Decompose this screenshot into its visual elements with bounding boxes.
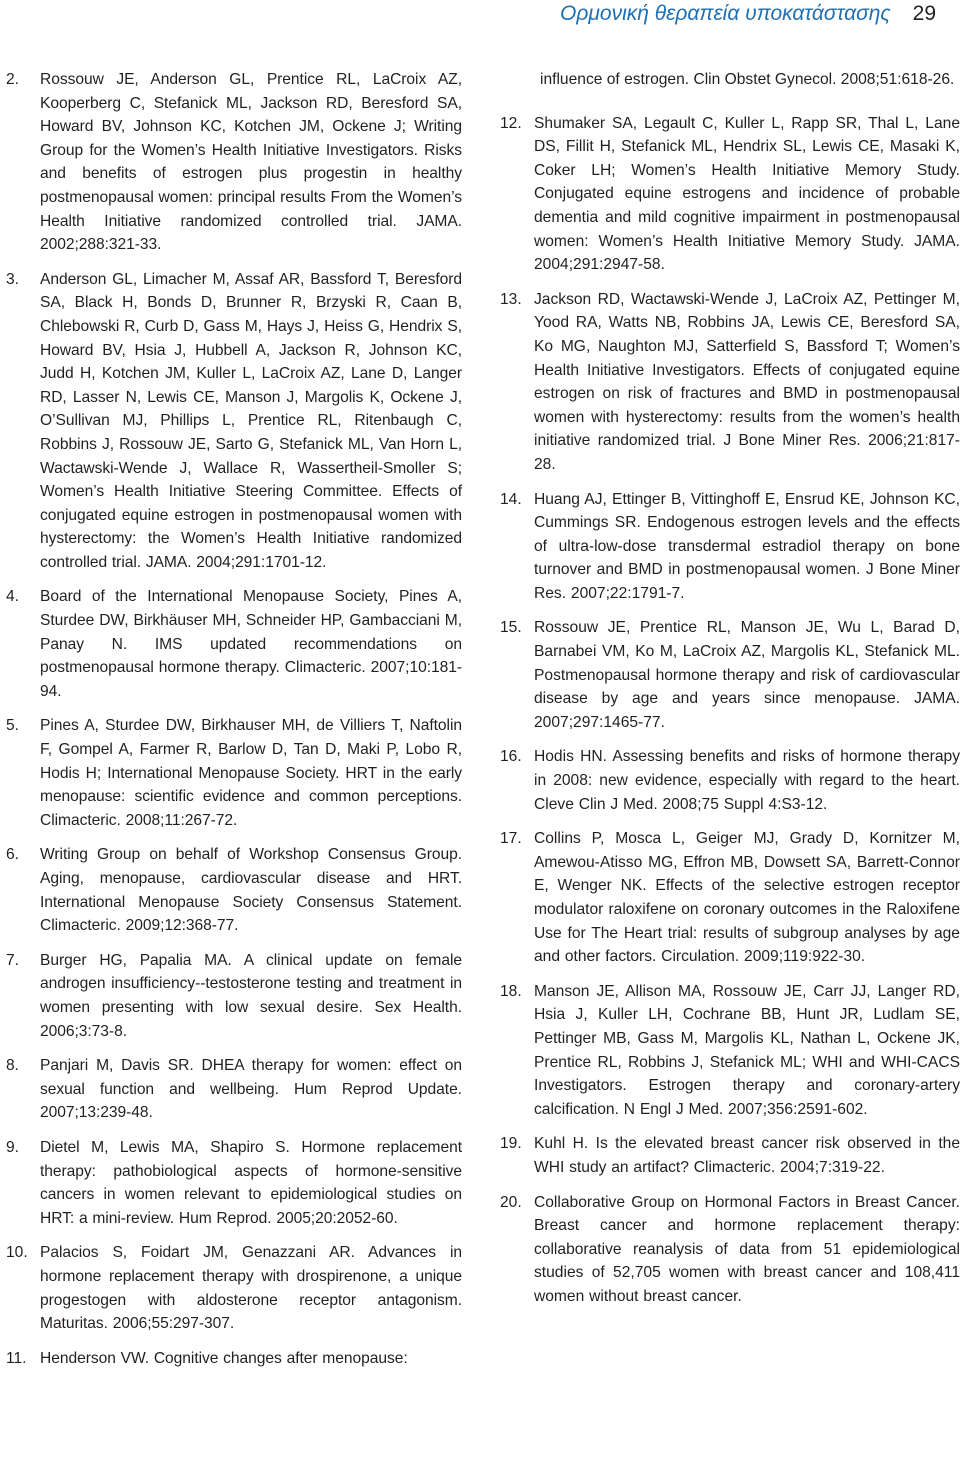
reference-number: 12. xyxy=(500,114,522,132)
reference-text: Huang AJ, Ettinger B, Vittinghoff E, Ensrud KE, Johnson KC, Cummings SR. Endogenous estrogen levels and the effects of ultra-low-dose transdermal estradiol therapy on bone turnover and BMD in postmenopausal women. J Bone Miner Res. 2007;22:1791-7. xyxy=(534,490,960,602)
reference-text: Kuhl H. Is the elevated breast cancer risk observed in the WHI study an artifact? Climacteric. 2004;7:319-22. xyxy=(534,1135,960,1176)
reference-text: Hodis HN. Assessing benefits and risks of hormone therapy in 2008: new evidence, especially with regard to the heart. Cleve Clin J Med. 2008;75 Suppl 4:S3-12. xyxy=(534,748,960,813)
reference-text: Board of the International Menopause Society, Pines A, Sturdee DW, Birkhäuser MH, Schneider HP, Gambacciani M, Panay N. IMS updated recommendations on postmenopausal hormone therapy. Climacteric. 2007;10:181-94. xyxy=(40,588,462,700)
reference-number: 7. xyxy=(6,951,20,969)
reference-number: 8. xyxy=(6,1057,20,1075)
reference-list-right xyxy=(500,112,960,1309)
reference-item-12 xyxy=(500,112,960,277)
reference-number: 3. xyxy=(6,270,20,288)
reference-text: Pines A, Sturdee DW, Birkhauser MH, de Villiers T, Naftolin F, Gompel A, Farmer R, Barlow D, Tan D, Maki P, Lobo R, Hodis H; International Menopause Society. HRT in the early menopause: scientific evidence and common perceptions. Climacteric. 2008;11:267-72. xyxy=(40,717,462,829)
reference-number: 10. xyxy=(6,1244,28,1262)
reference-item-8 xyxy=(6,1054,462,1125)
reference-item-14 xyxy=(500,488,960,606)
reference-text: Collaborative Group on Hormonal Factors in Breast Cancer. Breast cancer and hormone replacement therapy: collaborative reanalysis of data from 51 epidemiological studies of 52,705 women with breast cancer and 108,411 women without breast cancer. xyxy=(534,1193,960,1305)
reference-text: Collins P, Mosca L, Geiger MJ, Grady D, Kornitzer M, Amewou-Atisso MG, Effron MB, Dowsett SA, Barrett-Connor E, Wenger NK. Effects of the selective estrogen receptor modulator raloxifene on coronary outcomes in the Raloxifene Use for The Heart trial: results of subgroup analyses by age and other factors. Circulation. 2009;119:922-30. xyxy=(534,830,960,966)
reference-text: Shumaker SA, Legault C, Kuller L, Rapp SR, Thal L, Lane DS, Fillit H, Stefanick ML, Hendrix SL, Lewis CE, Masaki K, Coker LH; Women’s Health Initiative Memory Study. Conjugated equine estrogens and incidence of probable dementia and mild cognitive impairment in postmenopausal women: Women’s Health Initiative Memory Study. JAMA. 2004;291:2947-58. xyxy=(534,114,960,274)
reference-item-16 xyxy=(500,745,960,816)
page-number: 29 xyxy=(912,2,936,25)
reference-item-3 xyxy=(6,268,462,575)
reference-item-15 xyxy=(500,616,960,734)
reference-number: 13. xyxy=(500,290,522,308)
reference-item-9 xyxy=(6,1136,462,1230)
reference-number: 19. xyxy=(500,1135,522,1153)
header-title: Ορμονική θεραπεία υποκατάστασης xyxy=(560,2,891,25)
reference-text: Anderson GL, Limacher M, Assaf AR, Bassford T, Beresford SA, Black H, Bonds D, Brunner R, Brzyski R, Caan B, Chlebowski R, Curb D, Gass M, Hays J, Heiss G, Hendrix S, Howard BV, Hsia J, Hubbell A, Jackson R, Johnson KC, Judd H, Kotchen JM, Kuller L, LaCroix AZ, Lane D, Langer RD, Lasser N, Lewis CE, Manson J, Margolis K, Ockene J, O’Sullivan MJ, Phillips L, Prentice RL, Ritenbaugh C, Robbins J, Rossouw JE, Sarto G, Stefanick ML, Van Horn L, Wactawski-Wende J, Wallace R, Wassertheil-Smoller S; Women’s Health Initiative Steering Committee. Effects of conjugated equine estrogen in postmenopausal women with hysterectomy: the Women’s Health Initiative randomized controlled trial. JAMA. 2004;291:1701-12. xyxy=(40,270,462,571)
reference-text: Panjari M, Davis SR. DHEA therapy for women: effect on sexual function and wellbeing. Hum Reprod Update. 2007;13:239-48. xyxy=(40,1057,462,1122)
reference-item-7 xyxy=(6,949,462,1043)
reference-item-11 xyxy=(6,1347,462,1371)
reference-text: Rossouw JE, Prentice RL, Manson JE, Wu L, Barad D, Barnabei VM, Ko M, LaCroix AZ, Margolis KL, Stefanick ML. Postmenopausal hormone therapy and risk of cardiovascular disease by age and years since menopause. JAMA. 2007;297:1465-77. xyxy=(534,619,960,731)
reference-text: Writing Group on behalf of Workshop Consensus Group. Aging, menopause, cardiovascular disease and HRT. International Menopause Society Consensus Statement. Climacteric. 2009;12:368-77. xyxy=(40,846,462,935)
reference-text: Palacios S, Foidart JM, Genazzani AR. Advances in hormone replacement therapy with drospirenone, a unique progestogen with aldosterone receptor antagonism. Maturitas. 2006;55:297-307. xyxy=(40,1244,462,1333)
reference-text: Dietel M, Lewis MA, Shapiro S. Hormone replacement therapy: pathobiological aspects of hormone-sensitive cancers in women relevant to epidemiological studies on HRT: a mini-review. Hum Reprod. 2005;20:2052-60. xyxy=(40,1138,462,1227)
reference-number: 15. xyxy=(500,619,522,637)
left-column xyxy=(6,68,462,1381)
reference-text: Manson JE, Allison MA, Rossouw JE, Carr JJ, Langer RD, Hsia J, Kuller LH, Cochrane BB, Hunt JR, Ludlam SE, Pettinger MB, Gass M, Margolis KL, Nathan L, Ockene JK, Prentice RL, Robbins J, Stefanick ML; WHI and WHI-CACS Investigators. Estrogen therapy and coronary-artery calcification. N Engl J Med. 2007;356:2591-602. xyxy=(534,982,960,1118)
right-column xyxy=(500,68,960,1320)
reference-item-5 xyxy=(6,714,462,832)
reference-number: 6. xyxy=(6,846,20,864)
reference-number: 20. xyxy=(500,1193,522,1211)
reference-continuation: influence of estrogen. Clin Obstet Gynecol. 2008;51:618-26. xyxy=(540,71,955,88)
reference-text: Rossouw JE, Anderson GL, Prentice RL, LaCroix AZ, Kooperberg C, Stefanick ML, Jackson RD, Beresford SA, Howard BV, Johnson KC, Kotchen JM, Ockene J; Writing Group for the Women’s Health Initiative Investigators. Risks and benefits of estrogen plus progestin in healthy postmenopausal women: principal results From the Women’s Health Initiative randomized controlled trial. JAMA. 2002;288:321-33. xyxy=(40,71,462,254)
reference-number: 2. xyxy=(6,71,20,88)
reference-number: 11. xyxy=(6,1349,27,1367)
reference-item-20 xyxy=(500,1191,960,1309)
reference-list-left xyxy=(6,68,462,1370)
reference-item-19 xyxy=(500,1132,960,1179)
reference-item-4 xyxy=(6,585,462,703)
reference-number: 9. xyxy=(6,1138,20,1156)
reference-number: 4. xyxy=(6,588,20,606)
reference-text: Henderson VW. Cognitive changes after menopause: xyxy=(40,1349,408,1367)
reference-text: Jackson RD, Wactawski-Wende J, LaCroix AZ, Pettinger M, Yood RA, Watts NB, Robbins JA, Lewis CE, Beresford SA, Ko MG, Naughton MJ, Satterfield S, Bassford T; Women’s Health Initiative Investigators. Effects of conjugated equine estrogen on risk of fractures and BMD in postmenopausal women with hysterectomy: results from the women’s health initiative randomized trial. J Bone Miner Res. 2006;21:817-28. xyxy=(534,290,960,473)
reference-item-13 xyxy=(500,288,960,477)
reference-item-18 xyxy=(500,980,960,1122)
reference-number: 14. xyxy=(500,490,522,508)
reference-number: 16. xyxy=(500,748,522,766)
running-header xyxy=(560,0,936,30)
reference-text: Burger HG, Papalia MA. A clinical update on female androgen insufficiency--testosterone testing and treatment in women presenting with low sexual desire. Sex Health. 2006;3:73-8. xyxy=(40,951,462,1040)
reference-number: 18. xyxy=(500,982,522,1000)
reference-item-6 xyxy=(6,843,462,937)
reference-item-2 xyxy=(6,68,462,257)
reference-number: 17. xyxy=(500,830,522,848)
reference-item-17 xyxy=(500,827,960,969)
reference-item-10 xyxy=(6,1241,462,1335)
reference-number: 5. xyxy=(6,717,20,735)
